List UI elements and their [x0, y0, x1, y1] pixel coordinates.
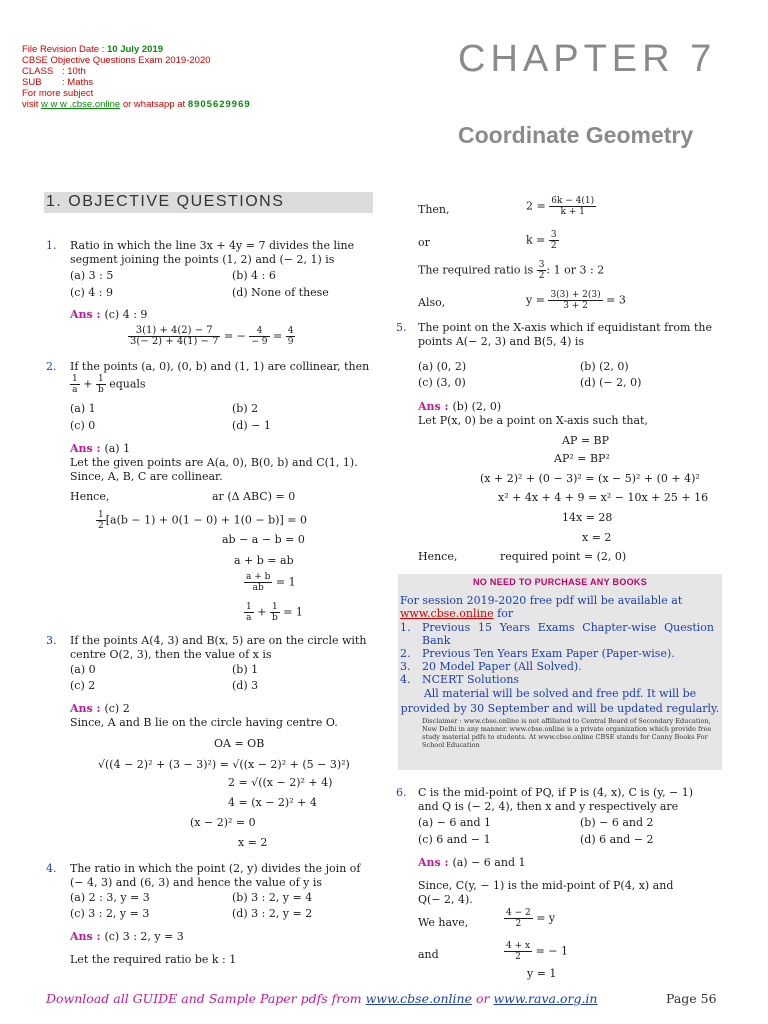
page-number: Page 56 [666, 991, 717, 1006]
q4-answer: Ans : (c) 3 : 2, y = 3 [70, 930, 184, 943]
then-equation [526, 196, 596, 217]
q2-option-c: (c) 0 [70, 419, 96, 432]
q1-line-1: Ratio in which the line 3x + 4y = 7 divides the line [70, 239, 355, 252]
q6-eq2-res: = − 1 [535, 944, 569, 958]
q3-step-4: 4 = (x − 2)² + 4 [228, 796, 317, 809]
q5-solution: Let P(x, 0) be a point on X-axis such that, [418, 414, 648, 427]
then-label: Then, [418, 203, 450, 216]
q1-option-a: (a) 3 : 5 [70, 269, 114, 282]
q1-answer: Ans : (c) 4 : 9 [70, 308, 148, 321]
q2-step-5-text: = 1 [275, 575, 296, 589]
also-eq-den: 3 + 2 [563, 301, 588, 311]
then-eq-num: 6k − 4(1) [551, 196, 595, 206]
q4-option-b: (b) 3 : 2, y = 4 [232, 891, 313, 904]
ad-item-1: 1. Previous 15 Years Exams Chapter-wise Question Bank [400, 621, 714, 647]
footer-or: or [472, 991, 494, 1006]
q3-line-1: If the points A(4, 3) and B(x, 5) are on the circle with [70, 634, 367, 647]
q4-answer-value: (c) 3 : 2, y = 3 [104, 930, 184, 943]
q2-step-6-text: = 1 [283, 605, 303, 619]
ad-item-2: 2. Previous Ten Years Exam Paper (Paper-wise). [400, 647, 675, 660]
q2-line-2-text: equals [109, 377, 146, 391]
q2-number: 2. [46, 360, 57, 373]
ad-item-3: 3. 20 Model Paper (All Solved). [400, 660, 582, 673]
ad-note: All material will be solved and free pdf. It will be provided by 30 September and will be updated regularly. [400, 687, 720, 715]
q6-eq1-den: 2 [515, 919, 522, 929]
class-label: CLASS [22, 66, 54, 77]
also-label: Also, [418, 296, 446, 309]
exam-line: CBSE Objective Questions Exam 2019-2020 [22, 55, 211, 66]
q5-hence: Hence, [418, 550, 458, 563]
q1-answer-value: (c) 4 : 9 [104, 308, 148, 321]
q3-option-c: (c) 2 [70, 679, 96, 692]
q3-answer-value: (c) 2 [104, 702, 130, 715]
q4-option-a: (a) 2 : 3, y = 3 [70, 891, 150, 904]
q2-answer-value: (a) 1 [104, 442, 131, 455]
q2-step-4: a + b = ab [234, 554, 294, 567]
q2-line-2: $\frac{1}{a}$ + $\frac{1}{b}$ equals [72, 374, 146, 395]
q5-step-4: x² + 4x + 4 + 9 = x² − 10x + 25 + 16 [498, 491, 709, 504]
q3-number: 3. [46, 634, 57, 647]
q3-step-6: x = 2 [238, 836, 268, 849]
ad-item-4: 4. NCERT Solutions [400, 673, 520, 686]
q3-step-3: 2 = √((x − 2)² + 4) [228, 776, 333, 789]
then-eq-lhs: 2 = [526, 199, 546, 213]
q3-solution: Since, A and B lie on the circle having centre O. [70, 716, 338, 729]
q1-line-2: segment joining the points (1, 2) and (− 2, 1) is [70, 253, 335, 266]
q3-option-d: (d) 3 [232, 679, 259, 692]
q1-eq-den3: 9 [287, 337, 294, 347]
sub-label: SUB [22, 77, 42, 88]
visit-line [22, 99, 342, 110]
q6-eq1-res: = y [536, 911, 556, 925]
q3-step-1: OA = OB [214, 737, 265, 750]
ad-link-line [400, 607, 722, 620]
q6-eq2-den: 2 [515, 952, 521, 962]
q5-number: 5. [396, 321, 407, 334]
q6-line-1: C is the mid-point of PQ, if P is (4, x), C is (y, − 1) [418, 786, 694, 799]
site-link[interactable]: w w w .cbse.online [41, 99, 121, 110]
q2-step-6: $\frac{1}{a}$ + $\frac{1}{b}$ = 1 [246, 602, 303, 623]
q1-eq-den1: 3(− 2) + 4(1) − 7 [130, 336, 219, 347]
footer-text: Download all GUIDE and Sample Paper pdfs from [46, 991, 366, 1006]
ad-item-2-text: Previous Ten Years Exam Paper (Paper-wise). [422, 647, 675, 660]
sub-line [22, 77, 342, 88]
q4-solution: Let the required ratio be k : 1 [70, 953, 237, 966]
then-eq-den: k + 1 [560, 207, 585, 217]
class-line [22, 66, 342, 77]
ad-for: for [493, 607, 514, 620]
q5-step-1: AP = BP [562, 434, 610, 447]
also-eq-lhs: y = [526, 293, 545, 307]
revision-date: 10 July 2019 [107, 44, 164, 55]
whatsapp-label: or whatsapp at [120, 99, 188, 110]
q6-option-c: (c) 6 and − 1 [418, 833, 491, 846]
ad-line-1: For session 2019-2020 free pdf will be available at [400, 594, 683, 607]
q6-answer: Ans : (a) − 6 and 1 [418, 856, 526, 869]
q3-step-2: √((4 − 2)² + (3 − 3)²) = √((x − 2)² + (5 − 3)²) [98, 758, 350, 771]
ratio-line: The required ratio is $\frac{3}{2}$ : 1 or 3 : 2 [418, 260, 605, 281]
q4-option-d: (d) 3 : 2, y = 2 [232, 907, 313, 920]
q3-answer: Ans : (c) 2 [70, 702, 130, 715]
q6-equation-1 [504, 908, 555, 929]
q6-line-2: and Q is (− 2, 4), then x and y respectively are [418, 800, 679, 813]
header-block [22, 44, 342, 110]
q6-last: y = 1 [527, 967, 557, 980]
q2-solution-1: Let the given points are A(a, 0), B(0, b) and C(1, 1). [70, 456, 358, 469]
ad-title: NO NEED TO PURCHASE ANY BOOKS [472, 577, 648, 587]
q2-step-1: ar (Δ ABC) = 0 [212, 490, 296, 503]
section-title: 1. OBJECTIVE QUESTIONS [44, 192, 373, 213]
q6-eq1-num: 4 − 2 [506, 908, 531, 918]
q6-number: 6. [396, 786, 407, 799]
q6-solution-2: Q(− 2, 4). [418, 893, 473, 906]
q6-equation-2 [504, 941, 568, 962]
q2-step-5: $\frac{a + b}{ab}$ = 1 [246, 572, 296, 593]
revision-label: File Revision Date : [22, 44, 108, 55]
q5-step-3: (x + 2)² + (0 − 3)² = (x − 5)² + (0 + 4)² [480, 472, 700, 485]
q4-number: 4. [46, 862, 57, 875]
q5-option-b: (b) (2, 0) [580, 360, 629, 373]
ad-item-3-text: 20 Model Paper (All Solved). [422, 660, 582, 673]
more-line: For more subject [22, 88, 94, 99]
ratio-text-b: : 1 or 3 : 2 [546, 263, 605, 277]
q1-eq-num3: 4 [287, 326, 294, 336]
q6-we-have: We have, [418, 916, 469, 929]
q1-option-b: (b) 4 : 6 [232, 269, 276, 282]
q1-eq-den2: − 9 [251, 337, 268, 347]
q2-step-3: ab − a − b = 0 [222, 533, 305, 546]
footer [46, 991, 722, 1006]
q5-step-5: 14x = 28 [562, 511, 613, 524]
ratio-text-a: The required ratio is [418, 263, 534, 277]
or-label: or [418, 236, 430, 249]
visit-label: visit [22, 99, 41, 110]
footer-link-cbse[interactable]: www.cbse.online [365, 991, 472, 1006]
q3-line-2: centre O(2, 3), then the value of x is [70, 648, 272, 661]
q1-option-c: (c) 4 : 9 [70, 286, 113, 299]
q6-option-d: (d) 6 and − 2 [580, 833, 654, 846]
q2-line-1: If the points (a, 0), (0, b) and (1, 1) are collinear, then [70, 360, 370, 373]
q5-step-6: x = 2 [582, 531, 612, 544]
q5-option-c: (c) (3, 0) [418, 376, 466, 389]
or-eq-lhs: k = [526, 233, 546, 247]
q1-eq-num2: 4 [249, 326, 269, 337]
also-eq-num: 3(3) + 2(3) [550, 290, 601, 300]
q4-line-2: (− 4, 3) and (6, 3) and hence the value of y is [70, 876, 323, 889]
q6-option-a: (a) − 6 and 1 [418, 816, 492, 829]
q2-step-2-text: [a(b − 1) + 0(1 − 0) + 1(0 − b)] = 0 [105, 513, 307, 527]
or-equation [526, 230, 559, 251]
q3-option-a: (a) 0 [70, 663, 96, 676]
q5-required: required point = (2, 0) [500, 550, 627, 563]
ad-link[interactable]: www.cbse.online [400, 607, 494, 620]
q2-step-2: $\frac{1}{2}$ [a(b − 1) + 0(1 − 0) + 1(0 − b)] = 0 [98, 510, 307, 531]
q2-option-d: (d) − 1 [232, 419, 271, 432]
ad-box [398, 574, 722, 770]
q5-line-2: points A(− 2, 3) and B(5, 4) is [418, 335, 585, 348]
q6-answer-value: (a) − 6 and 1 [452, 856, 526, 869]
q4-option-c: (c) 3 : 2, y = 3 [70, 907, 150, 920]
phone-number: 8905629969 [187, 99, 251, 110]
q5-answer: Ans : (b) (2, 0) [418, 400, 502, 413]
q5-line-1: The point on the X-axis which if equidistant from the [418, 321, 712, 334]
chapter-number: CHAPTER 7 [458, 38, 717, 80]
q5-option-a: (a) (0, 2) [418, 360, 467, 373]
q6-eq2-num: 4 + x [506, 941, 531, 951]
q2-option-a: (a) 1 [70, 402, 96, 415]
footer-link-rava[interactable]: www.rava.org.in [493, 991, 598, 1006]
q3-step-5: (x − 2)² = 0 [190, 816, 256, 829]
q1-eq-num1: 3(1) + 4(2) − 7 [128, 326, 220, 337]
also-eq-res: = 3 [606, 293, 626, 307]
q6-option-b: (b) − 6 and 2 [580, 816, 654, 829]
q6-and: and [418, 948, 439, 961]
or-eq-den: 2 [550, 241, 557, 251]
q1-eq-mid: = − [223, 329, 246, 343]
q6-solution-1: Since, C(y, − 1) is the mid-point of P(4, x) and [418, 879, 674, 892]
chapter-title: Coordinate Geometry [458, 122, 694, 148]
q1-option-d: (d) None of these [232, 286, 329, 299]
q5-answer-value: (b) (2, 0) [452, 400, 502, 413]
q2-solution-2: Since, A, B, C are collinear. [70, 470, 223, 483]
q2-option-b: (b) 2 [232, 402, 259, 415]
ad-disclaimer: Disclaimer : www.cbse.online is not affiliated to Central Board of Secondary Education, New Delhi in any manner. www.cbse.online is a private organization which provide free study material pdfs to students. At www.cbse.online CBSE stands for Canny Books For School Education [422, 717, 712, 749]
q2-answer: Ans : (a) 1 [70, 442, 131, 455]
q1-number: 1. [46, 239, 57, 252]
ad-item-1-text: Previous 15 Years Exams Chapter-wise Question Bank [422, 621, 714, 647]
q5-step-2: AP² = BP² [554, 452, 610, 465]
q2-hence: Hence, [70, 490, 110, 503]
or-eq-num: 3 [550, 230, 557, 240]
q1-eq-eq: = [273, 329, 283, 343]
revision-line [22, 44, 342, 55]
also-equation [526, 290, 626, 311]
q4-line-1: The ratio in which the point (2, y) divides the join of [70, 862, 361, 875]
q1-equation [128, 326, 295, 347]
q5-option-d: (d) (− 2, 0) [580, 376, 642, 389]
class-value: : 10th [62, 66, 86, 77]
sub-value: : Maths [62, 77, 94, 88]
ad-item-4-text: NCERT Solutions [422, 673, 520, 686]
q3-option-b: (b) 1 [232, 663, 259, 676]
